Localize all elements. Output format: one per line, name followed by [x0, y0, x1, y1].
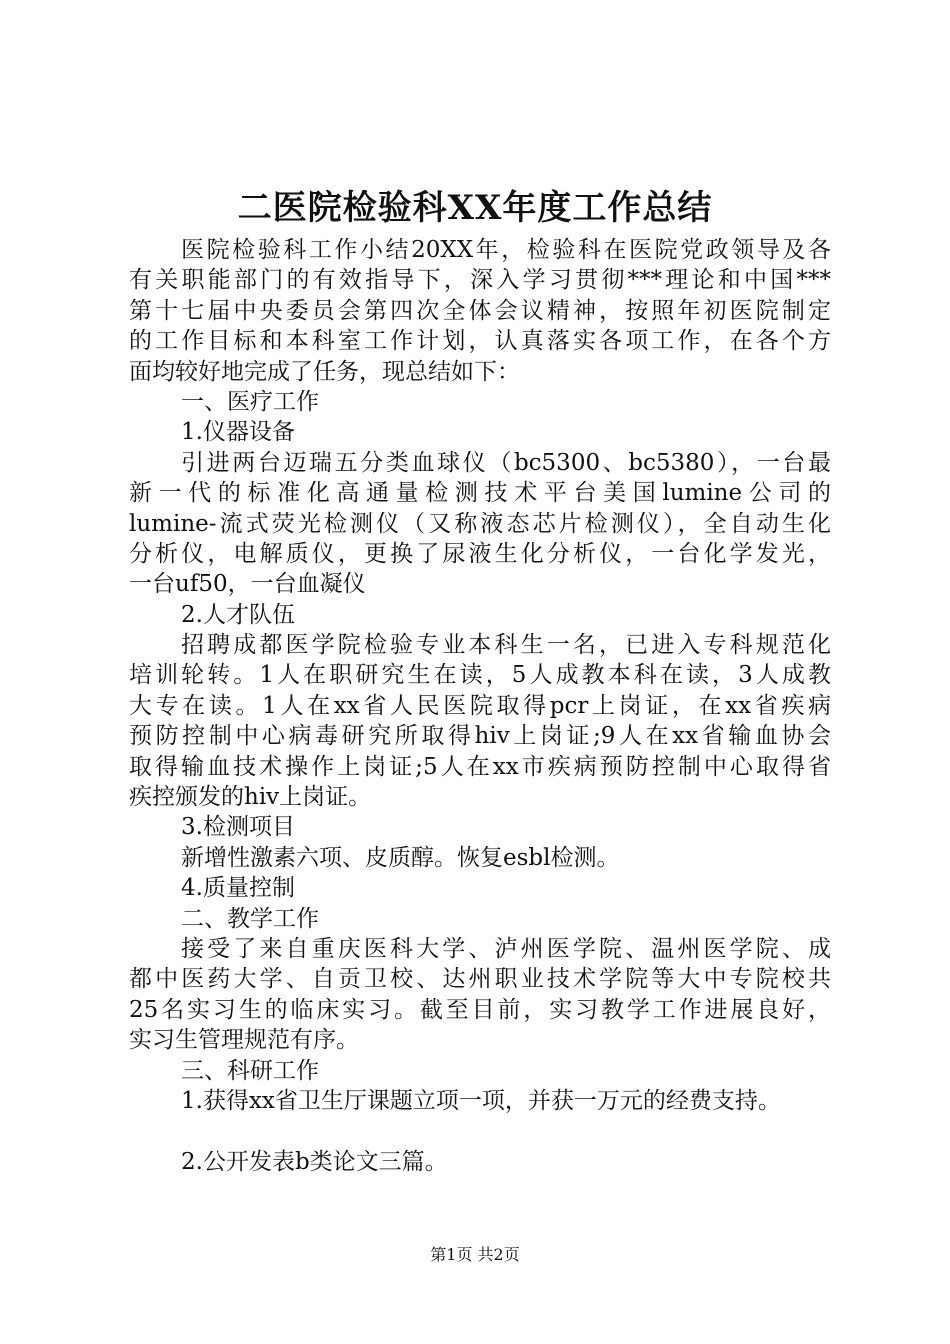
text-line: 2.公开发表b类论文三篇。: [181, 1148, 448, 1175]
text-line: 疾控颁发的hiv上岗证。: [129, 784, 372, 811]
text-line: 新一代的标准化高通量检测技术平台美国lumine公司的: [129, 480, 831, 507]
document-body: [129, 235, 831, 1177]
text-line: 4.质量控制: [181, 875, 295, 902]
text-line: 引进两台迈瑞五分类血球仪（bc5300、bc5380），一台最: [181, 449, 831, 476]
text-line: lumine-流式荧光检测仪（又称液态芯片检测仪），全自动生化: [129, 510, 831, 537]
text-line: 一、医疗工作: [181, 388, 319, 415]
text-line: 大专在读。1人在xx省人民医院取得pcr上岗证，在xx省疾病: [129, 692, 831, 719]
text-line: 培训轮转。1人在职研究生在读，5人成教本科在读，3人成教: [129, 662, 831, 689]
text-line: 三、科研工作: [181, 1057, 319, 1084]
text-line: 分析仪，电解质仪，更换了尿液生化分析仪，一台化学发光，: [129, 540, 831, 567]
text-line: 接受了来自重庆医科大学、泸州医学院、温州医学院、成: [181, 935, 831, 962]
text-line: 面均较好地完成了任务，现总结如下：: [129, 358, 520, 385]
text-line: 有关职能部门的有效指导下，深入学习贯彻***理论和中国***: [129, 267, 831, 294]
text-line: 取得输血技术操作上岗证;5人在xx市疾病预防控制中心取得省: [129, 753, 831, 780]
text-line: 都中医药大学、自贡卫校、达州职业技术学院等大中专院校共: [129, 966, 831, 993]
text-line: 1.获得xx省卫生厅课题立项一项，并获一万元的经费支持。: [181, 1087, 781, 1114]
text-line: 二、教学工作: [181, 905, 319, 932]
text-line: 25名实习生的临床实习。截至目前，实习教学工作进展良好，: [129, 996, 831, 1023]
text-line: 新增性激素六项、皮质醇。恢复esbl检测。: [181, 844, 620, 871]
text-line: 1.仪器设备: [181, 419, 295, 446]
page-footer: 第1页 共2页: [430, 1245, 520, 1264]
text-line: 招聘成都医学院检验专业本科生一名，已进入专科规范化: [181, 632, 831, 659]
text-line: 2.人才队伍: [181, 601, 295, 628]
text-line: 的工作目标和本科室工作计划，认真落实各项工作，在各个方: [129, 328, 831, 355]
page-title: 二医院检验科XX年度工作总结: [237, 188, 713, 228]
text-line: 第十七届中央委员会第四次全体会议精神，按照年初医院制定: [129, 297, 831, 324]
text-line: 医院检验科工作小结20XX年，检验科在医院党政领导及各: [181, 237, 831, 263]
text-line: 一台uf50，一台血凝仪: [129, 571, 366, 598]
text-line: 预防控制中心病毒研究所取得hiv上岗证;9人在xx省输血协会: [129, 723, 831, 750]
text-line: 3.检测项目: [181, 814, 295, 841]
text-line: 实习生管理规范有序。: [129, 1027, 359, 1054]
